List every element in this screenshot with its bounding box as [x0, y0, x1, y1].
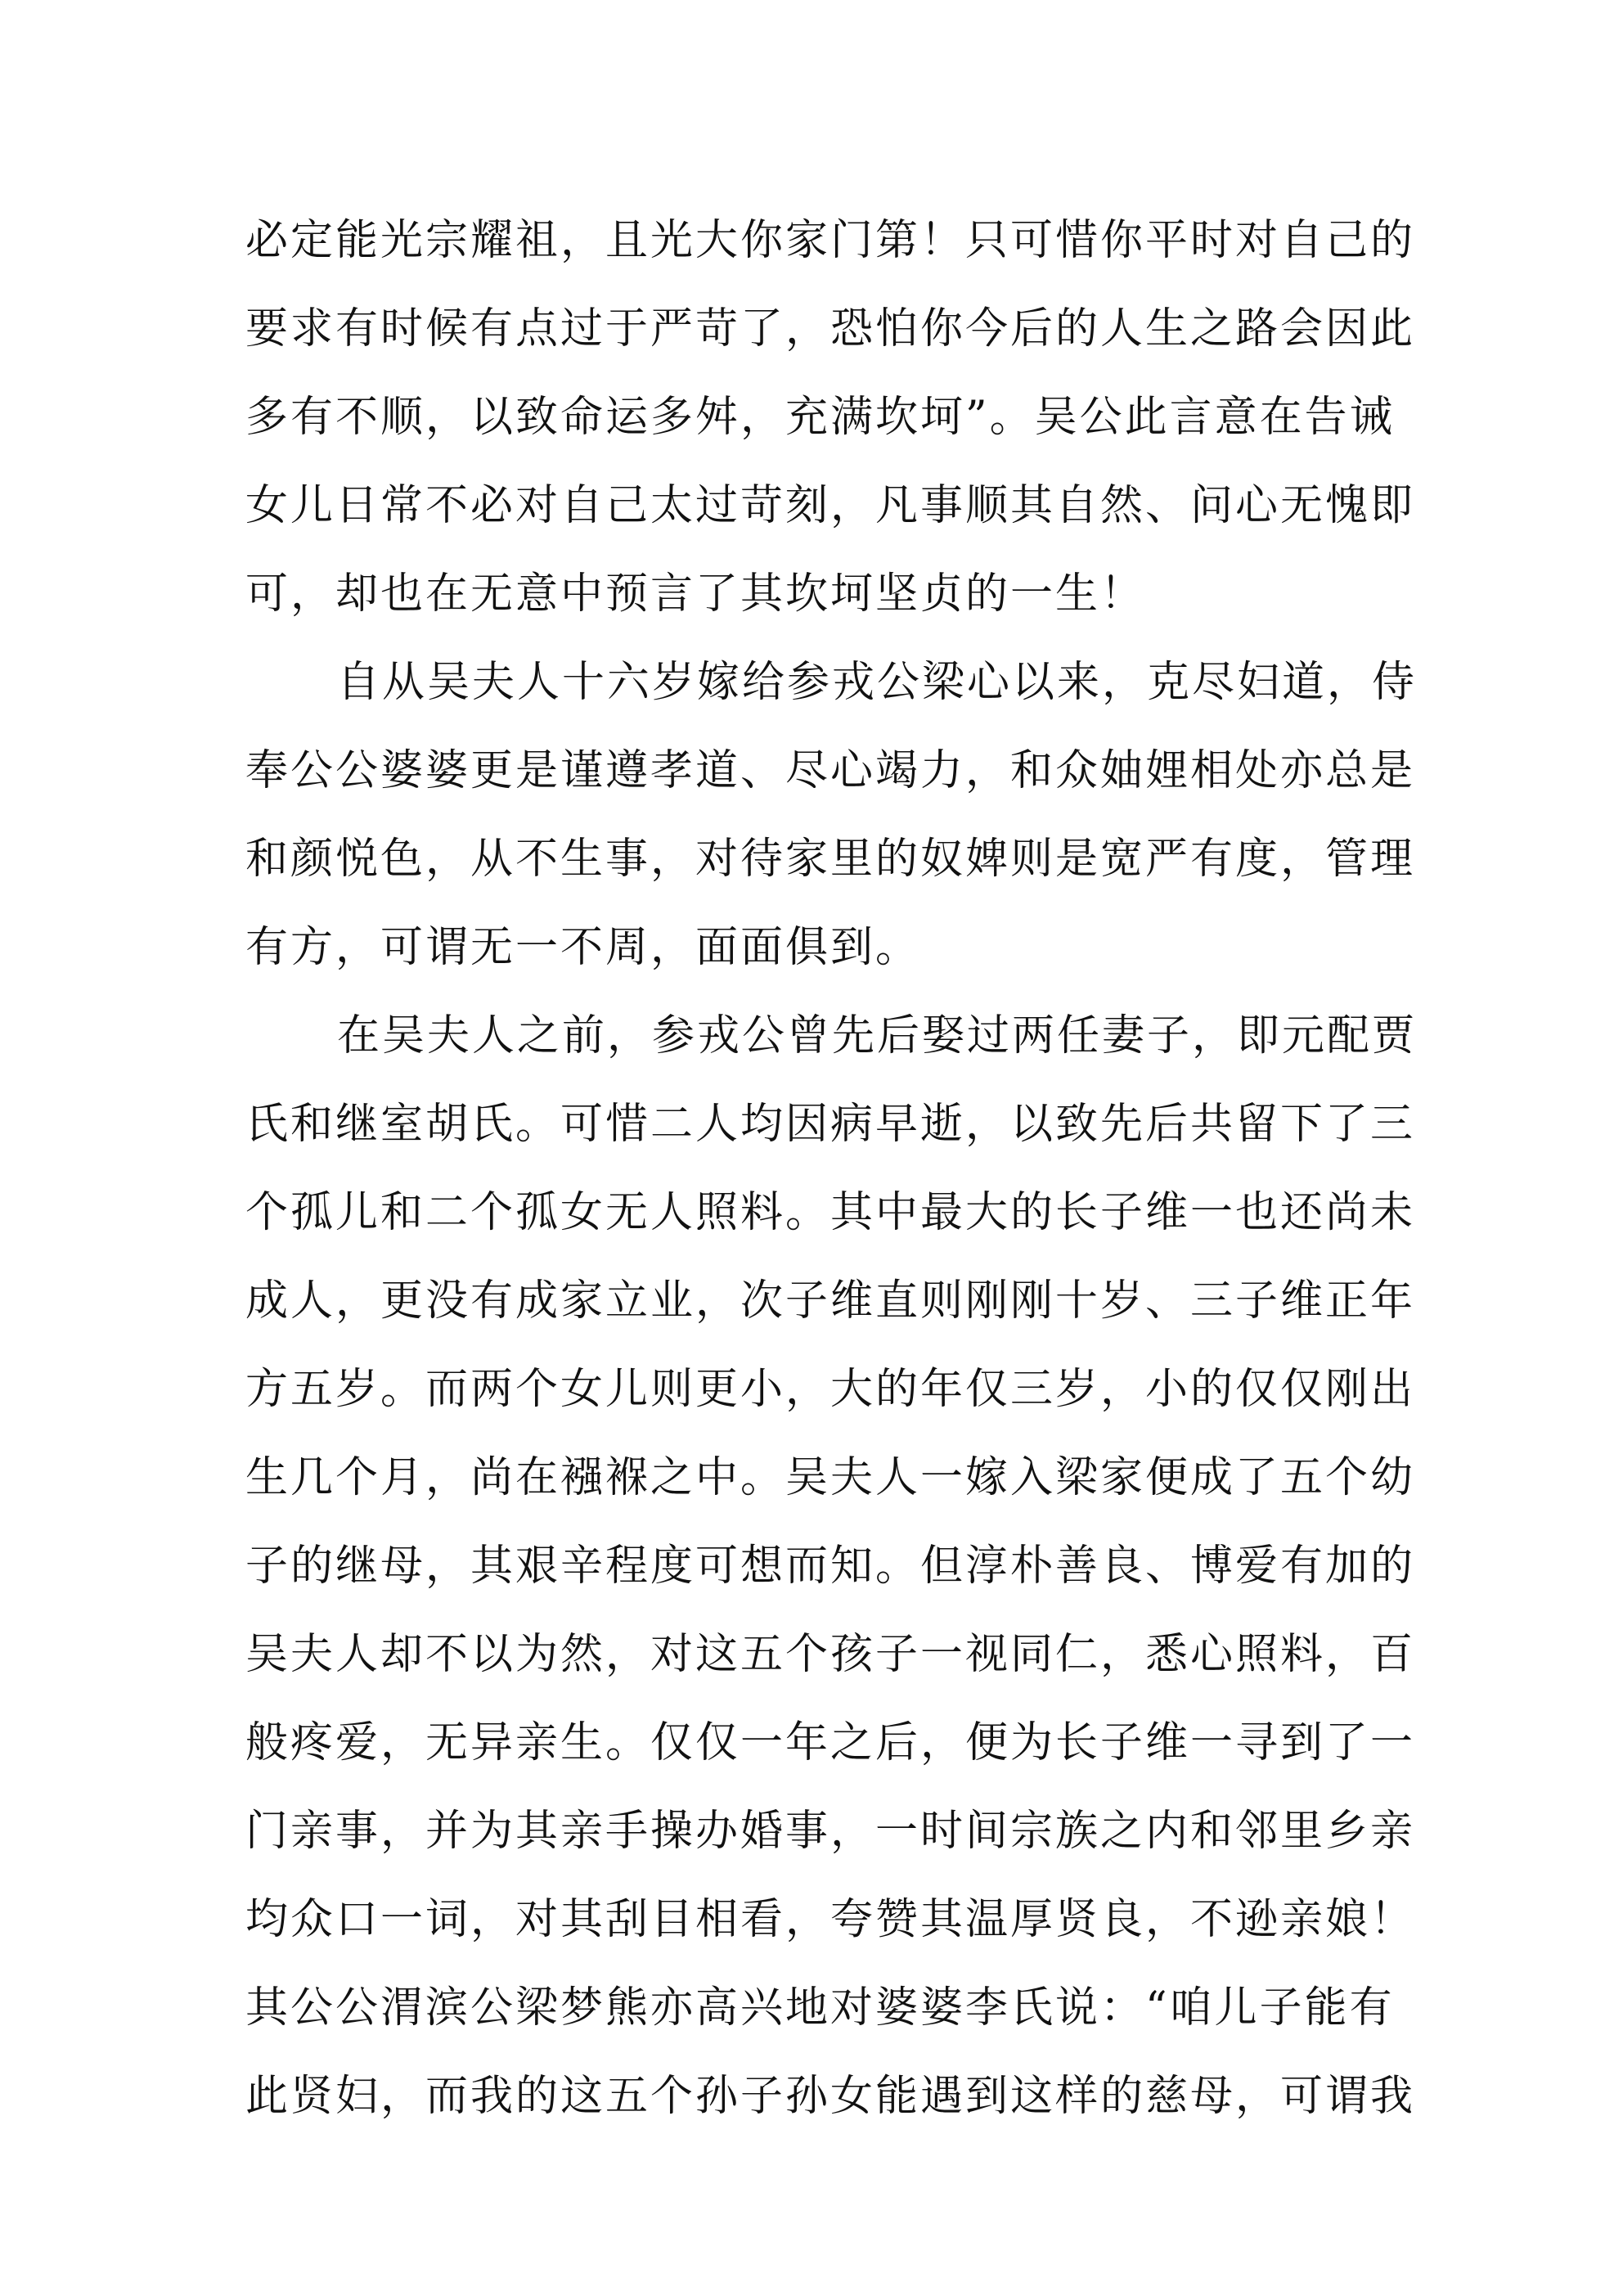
paragraph-first-line: 在吴夫人之前，参戎公曾先后娶过两任妻子，即元配贾	[337, 1011, 1418, 1060]
text-line: 方五岁。而两个女儿则更小，大的年仅三岁，小的仅仅刚出	[245, 1365, 1416, 1414]
text-line: 多有不顺，以致命运多舛，充满坎坷”。吴公此言意在告诫	[245, 393, 1395, 442]
text-line: 吴夫人却不以为然，对这五个孩子一视同仁，悉心照料，百	[245, 1630, 1416, 1679]
text-line: 氏和继室胡氏。可惜二人均因病早逝，以致先后共留下了三	[245, 1100, 1416, 1149]
text-line: 有方，可谓无一不周，面面俱到。	[245, 923, 921, 972]
paragraph-first-line: 自从吴夫人十六岁嫁给参戎公梁心以来，克尽妇道，侍	[337, 658, 1418, 707]
text-line: 奉公公婆婆更是谨遵孝道、尽心竭力，和众妯娌相处亦总是	[245, 746, 1416, 795]
text-line: 均众口一词，对其刮目相看，夸赞其温厚贤良，不逊亲娘！	[245, 1895, 1416, 1944]
text-line: 其公公渭滨公梁梦熊亦高兴地对婆婆李氏说：“咱儿子能有	[245, 1983, 1395, 2033]
text-line: 门亲事，并为其亲手操办婚事，一时间宗族之内和邻里乡亲	[245, 1807, 1416, 1856]
text-line: 生几个月，尚在襁褓之中。吴夫人一嫁入梁家便成了五个幼	[245, 1453, 1416, 1502]
text-line: 和颜悦色，从不生事，对待家里的奴婢则是宽严有度，管理	[245, 835, 1416, 884]
text-line: 此贤妇，而我的这五个孙子孙女能遇到这样的慈母，可谓我	[245, 2072, 1416, 2121]
text-line: 般疼爱，无异亲生。仅仅一年之后，便为长子维一寻到了一	[245, 1718, 1416, 1767]
text-line: 子的继母，其艰辛程度可想而知。但淳朴善良、博爱有加的	[245, 1542, 1416, 1591]
document-page	[245, 196, 1418, 2141]
text-line: 成人，更没有成家立业，次子维直则刚刚十岁、三子维正年	[245, 1276, 1416, 1326]
text-line: 要求有时候有点过于严苛了，恐怕你今后的人生之路会因此	[245, 304, 1416, 353]
text-line: 必定能光宗耀祖，且光大你家门第！只可惜你平时对自己的	[245, 216, 1416, 265]
text-line: 个孤儿和二个孤女无人照料。其中最大的长子维一也还尚未	[245, 1188, 1416, 1237]
text-line: 可，却也在无意中预言了其坎坷坚贞的一生！	[245, 569, 1146, 619]
text-line: 女儿日常不必对自己太过苛刻，凡事顺其自然、问心无愧即	[245, 481, 1416, 530]
